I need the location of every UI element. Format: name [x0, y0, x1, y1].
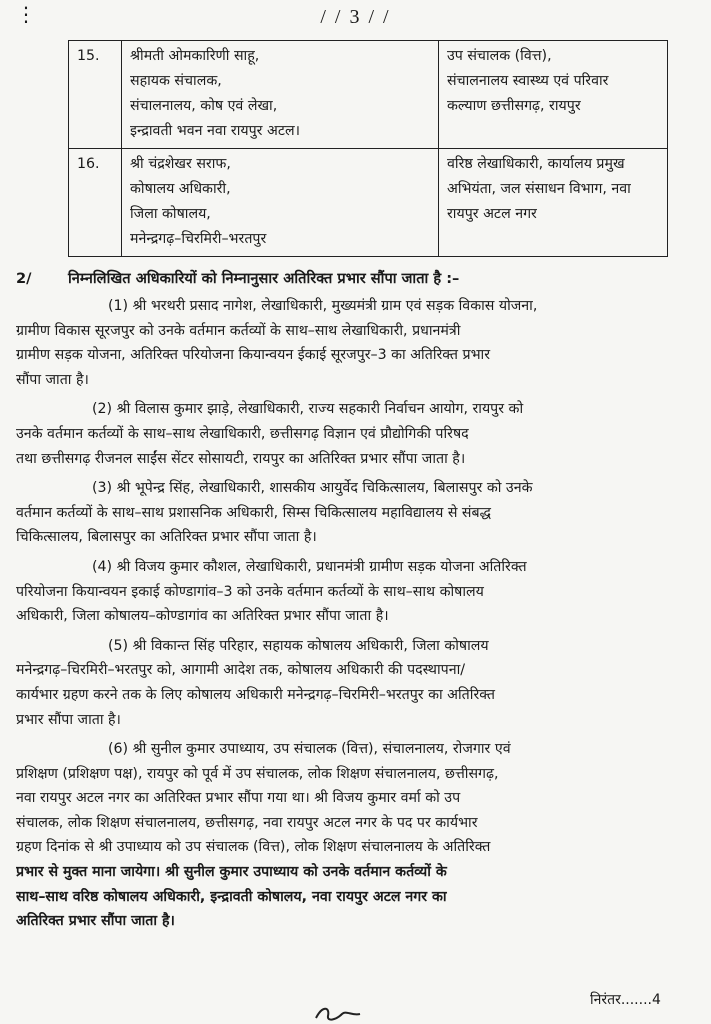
- serial-number: 15.: [69, 41, 122, 149]
- paragraph-line: साथ–साथ वरिष्ठ कोषालय अधिकारी, इन्द्रावती कोषालय, नवा रायपुर अटल नगर का: [16, 888, 447, 905]
- serial-number: 16.: [69, 149, 122, 257]
- paragraph-line: अतिरिक्त प्रभार सौंपा जाता है।: [16, 913, 175, 930]
- paragraph-line: तथा छत्तीसगढ़ रीजनल साईंस सेंटर सोसायटी, रायपुर का अतिरिक्त प्रभार सौंपा जाता है।: [16, 450, 466, 467]
- officer-name-cell: [122, 149, 439, 257]
- page-number: / / 3 / /: [320, 6, 391, 28]
- paragraph-line: उनके वर्तमान कर्तव्यों के साथ–साथ लेखाधिकारी, छत्तीसगढ़ विज्ञान एवं प्रौद्योगिकी परिषद: [16, 425, 469, 442]
- paragraph-line: कार्यभार ग्रहण करने तक के लिए कोषालय अधिकारी मनेन्द्रगढ़–चिरमिरी–भरतपुर का अतिरिक्त: [16, 686, 495, 703]
- post-line: कल्याण छत्तीसगढ़, रायपुर: [447, 98, 581, 114]
- section-heading: [16, 268, 459, 288]
- paragraph-line: ग्रामीण सड़क योजना, अतिरिक्त परियोजना कियान्वयन ईकाई सूरजपुर–3 का अतिरिक्त प्रभार: [16, 347, 491, 364]
- paragraph-3: [16, 476, 696, 550]
- post-line: अभियंता, जल संसाधन विभाग, नवा: [447, 181, 631, 197]
- paragraph-line: नवा रायपुर अटल नगर का अतिरिक्त प्रभार सौंपा गया था। श्री विजय कुमार वर्मा को उप: [16, 790, 461, 807]
- paragraphs: [16, 294, 696, 939]
- paragraph-line: संचालक, लोक शिक्षण संचालनालय, छत्तीसगढ़, नवा रायपुर अटल नगर के पद पर कार्यभार: [16, 814, 478, 831]
- name-line: श्रीमती ओमकारिणी साहू,: [130, 48, 260, 64]
- signature-mark: [312, 1000, 372, 1024]
- paragraph-line: (5) श्री विकान्त सिंह परिहार, सहायक कोषालय अधिकारी, जिला कोषालय: [108, 637, 489, 654]
- paragraph-line: ग्रामीण विकास सूरजपुर को उनके वर्तमान कर्तव्यों के साथ–साथ लेखाधिकारी, प्रधानमंत्री: [16, 322, 461, 339]
- paragraph-line: प्रशिक्षण (प्रशिक्षण पक्ष), रायपुर को पूर्व में उप संचालक, लोक शिक्षण संचालनालय, छत्तीसगढ़,: [16, 765, 499, 782]
- name-line: संचालनालय, कोष एवं लेखा,: [130, 98, 278, 114]
- name-line: मनेन्द्रगढ़–चिरमिरी–भरतपुर: [130, 231, 267, 247]
- table-row: [69, 149, 668, 257]
- section-number: 2/: [16, 270, 32, 287]
- post-line: उप संचालक (वित्त),: [447, 48, 552, 64]
- paragraph-line: (3) श्री भूपेन्द्र सिंह, लेखाधिकारी, शासकीय आयुर्वेद चिकित्सालय, बिलासपुर को उनके: [92, 480, 533, 497]
- paragraph-line: वर्तमान कर्तव्यों के साथ–साथ प्रशासनिक अधिकारी, सिम्स चिकित्सालय महाविद्यालय से संबद्ध: [16, 504, 491, 521]
- continued-note: निरंतर.......4: [590, 992, 661, 1008]
- paragraph-line: सौंपा जाता है।: [16, 371, 89, 388]
- paragraph-1: [16, 294, 696, 392]
- paragraph-2: [16, 397, 696, 471]
- name-line: जिला कोषालय,: [130, 206, 211, 222]
- paragraph-line: (4) श्री विजय कुमार कौशल, लेखाधिकारी, प्रधानमंत्री ग्रामीण सड़क योजना अतिरिक्त: [92, 558, 527, 575]
- officer-table: [68, 40, 668, 257]
- paragraph-6: [16, 737, 696, 934]
- section-heading-text: निम्नलिखित अधिकारियों को निम्नानुसार अतिरिक्त प्रभार सौंपा जाता है :–: [68, 270, 460, 287]
- paragraph-4: [16, 555, 696, 629]
- name-line: कोषालय अधिकारी,: [130, 181, 231, 197]
- officer-name-cell: [122, 41, 439, 149]
- corner-mark: ⋮: [16, 2, 36, 26]
- paragraph-line: प्रभार सौंपा जाता है।: [16, 711, 121, 728]
- paragraph-5: [16, 634, 696, 732]
- post-line: रायपुर अटल नगर: [447, 206, 537, 222]
- paragraph-line: चिकित्सालय, बिलासपुर का अतिरिक्त प्रभार सौंपा जाता है।: [16, 529, 317, 546]
- name-line: सहायक संचालक,: [130, 73, 222, 89]
- paragraph-line: (2) श्री विलास कुमार झाड़े, लेखाधिकारी, राज्य सहकारी निर्वाचन आयोग, रायपुर को: [92, 401, 524, 418]
- paragraph-line: (6) श्री सुनील कुमार उपाध्याय, उप संचालक (वित्त), संचालनालय, रोजगार एवं: [108, 741, 511, 758]
- name-line: इन्द्रावती भवन नवा रायपुर अटल।: [130, 123, 300, 139]
- new-post-cell: [439, 41, 668, 149]
- paragraph-line: ग्रहण दिनांक से श्री उपाध्याय को उप संचालक (वित्त), लोक शिक्षण संचालनालय के अतिरिक्त: [16, 839, 491, 856]
- new-post-cell: [439, 149, 668, 257]
- paragraph-line: मनेन्द्रगढ़–चिरमिरी–भरतपुर को, आगामी आदेश तक, कोषालय अधिकारी की पदस्थापना/: [16, 662, 466, 679]
- table-row: [69, 41, 668, 149]
- paragraph-line: अधिकारी, जिला कोषालय–कोण्डागांव का अतिरिक्त प्रभार सौंपा जाता है।: [16, 608, 389, 625]
- post-line: वरिष्ठ लेखाधिकारी, कार्यालय प्रमुख: [447, 156, 625, 172]
- paragraph-line: परियोजना कियान्वयन इकाई कोण्डागांव–3 को उनके वर्तमान कर्तव्यों के साथ–साथ कोषालय: [16, 583, 484, 600]
- post-line: संचालनालय स्वास्थ्य एवं परिवार: [447, 73, 609, 89]
- name-line: श्री चंद्रशेखर सराफ,: [130, 156, 231, 172]
- paragraph-line: प्रभार से मुक्त माना जायेगा। श्री सुनील कुमार उपाध्याय को उनके वर्तमान कर्तव्यों के: [16, 864, 447, 881]
- paragraph-line: (1) श्री भरथरी प्रसाद नागेश, लेखाधिकारी, मुख्यमंत्री ग्राम एवं सड़क विकास योजना,: [108, 298, 538, 314]
